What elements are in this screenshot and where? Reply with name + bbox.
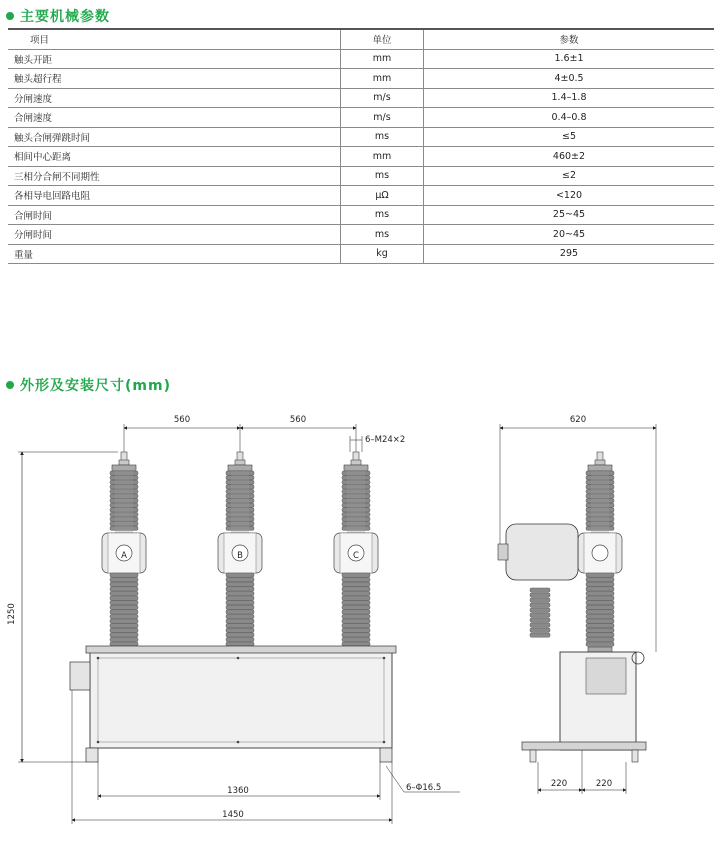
bullet-dot-icon: [6, 381, 14, 389]
cell-item: 合闸时间: [8, 205, 341, 225]
foot-right: [380, 748, 392, 762]
header-unit: 单位: [341, 29, 424, 49]
phase-label-c: C: [353, 551, 359, 561]
mechanism-box: [90, 652, 392, 748]
section-title-dimensions: [6, 375, 171, 395]
cell-item: 各相导电回路电阻: [8, 186, 341, 206]
dimension-drawing: [0, 400, 720, 843]
cell-unit: mm: [341, 69, 424, 89]
dim-mount-width: 1360: [227, 786, 249, 796]
table-row: [8, 108, 714, 128]
cell-item: 触头超行程: [8, 69, 341, 89]
cell-item: 触头开距: [8, 49, 341, 69]
cell-unit: ms: [341, 127, 424, 147]
table-row: [8, 88, 714, 108]
section-title-text: 主要机械参数: [20, 9, 110, 25]
dim-side-base-1: 220: [550, 779, 568, 789]
cell-unit: m/s: [341, 88, 424, 108]
cell-item: 触头合闸弹跳时间: [8, 127, 341, 147]
side-actuator: [506, 524, 578, 580]
cell-unit: mm: [341, 147, 424, 167]
dim-hole: 6–Φ16.5: [406, 783, 442, 793]
table-row: [8, 166, 714, 186]
dim-bolt: 6–M24×2: [365, 435, 406, 445]
side-view: [498, 424, 656, 794]
dim-spacing-2: 560: [289, 415, 307, 425]
table-row: [8, 225, 714, 245]
cell-item: 合闸速度: [8, 108, 341, 128]
front-view: [18, 424, 460, 824]
dim-total-width: 1450: [222, 810, 244, 820]
cell-value: ≤2: [424, 166, 715, 186]
cell-value: <120: [424, 186, 715, 206]
dim-height: 1250: [7, 603, 17, 625]
side-pole: [578, 452, 622, 653]
cell-unit: ms: [341, 225, 424, 245]
cell-unit: ms: [341, 205, 424, 225]
parameter-table: [8, 28, 714, 264]
cell-value: 1.6±1: [424, 49, 715, 69]
header-value: 参数: [424, 29, 715, 49]
cell-item: 三相分合闸不同期性: [8, 166, 341, 186]
cell-value: 295: [424, 244, 715, 264]
table-row: [8, 127, 714, 147]
phase-label-a: A: [121, 551, 127, 561]
table-row: [8, 49, 714, 69]
bullet-dot-icon: [6, 12, 14, 20]
foot-left: [86, 748, 98, 762]
cell-item: 分闸速度: [8, 88, 341, 108]
cell-value: ≤5: [424, 127, 715, 147]
section-title-parameters: [6, 6, 110, 26]
cell-item: 分闸时间: [8, 225, 341, 245]
cell-item: 相间中心距离: [8, 147, 341, 167]
cell-value: 4±0.5: [424, 69, 715, 89]
table-row: [8, 186, 714, 206]
dim-side-width: 620: [569, 415, 587, 425]
table-row: [8, 69, 714, 89]
dim-side-base-2: 220: [595, 779, 613, 789]
side-base: [522, 742, 646, 750]
cell-value: 460±2: [424, 147, 715, 167]
cell-value: 25~45: [424, 205, 715, 225]
section-title-text: 外形及安装尺寸(mm): [20, 378, 171, 394]
dim-spacing-1: 560: [173, 415, 191, 425]
table-row: [8, 244, 714, 264]
cell-unit: m/s: [341, 108, 424, 128]
cell-value: 20~45: [424, 225, 715, 245]
cell-unit: mm: [341, 49, 424, 69]
table-row: [8, 147, 714, 167]
header-item: 项目: [8, 29, 341, 49]
cell-item: 重量: [8, 244, 341, 264]
cell-unit: μΩ: [341, 186, 424, 206]
table-row: [8, 205, 714, 225]
cell-unit: ms: [341, 166, 424, 186]
cell-value: 0.4–0.8: [424, 108, 715, 128]
table-header-row: [8, 29, 714, 49]
phase-label-b: B: [237, 551, 243, 561]
cell-value: 1.4–1.8: [424, 88, 715, 108]
cell-unit: kg: [341, 244, 424, 264]
